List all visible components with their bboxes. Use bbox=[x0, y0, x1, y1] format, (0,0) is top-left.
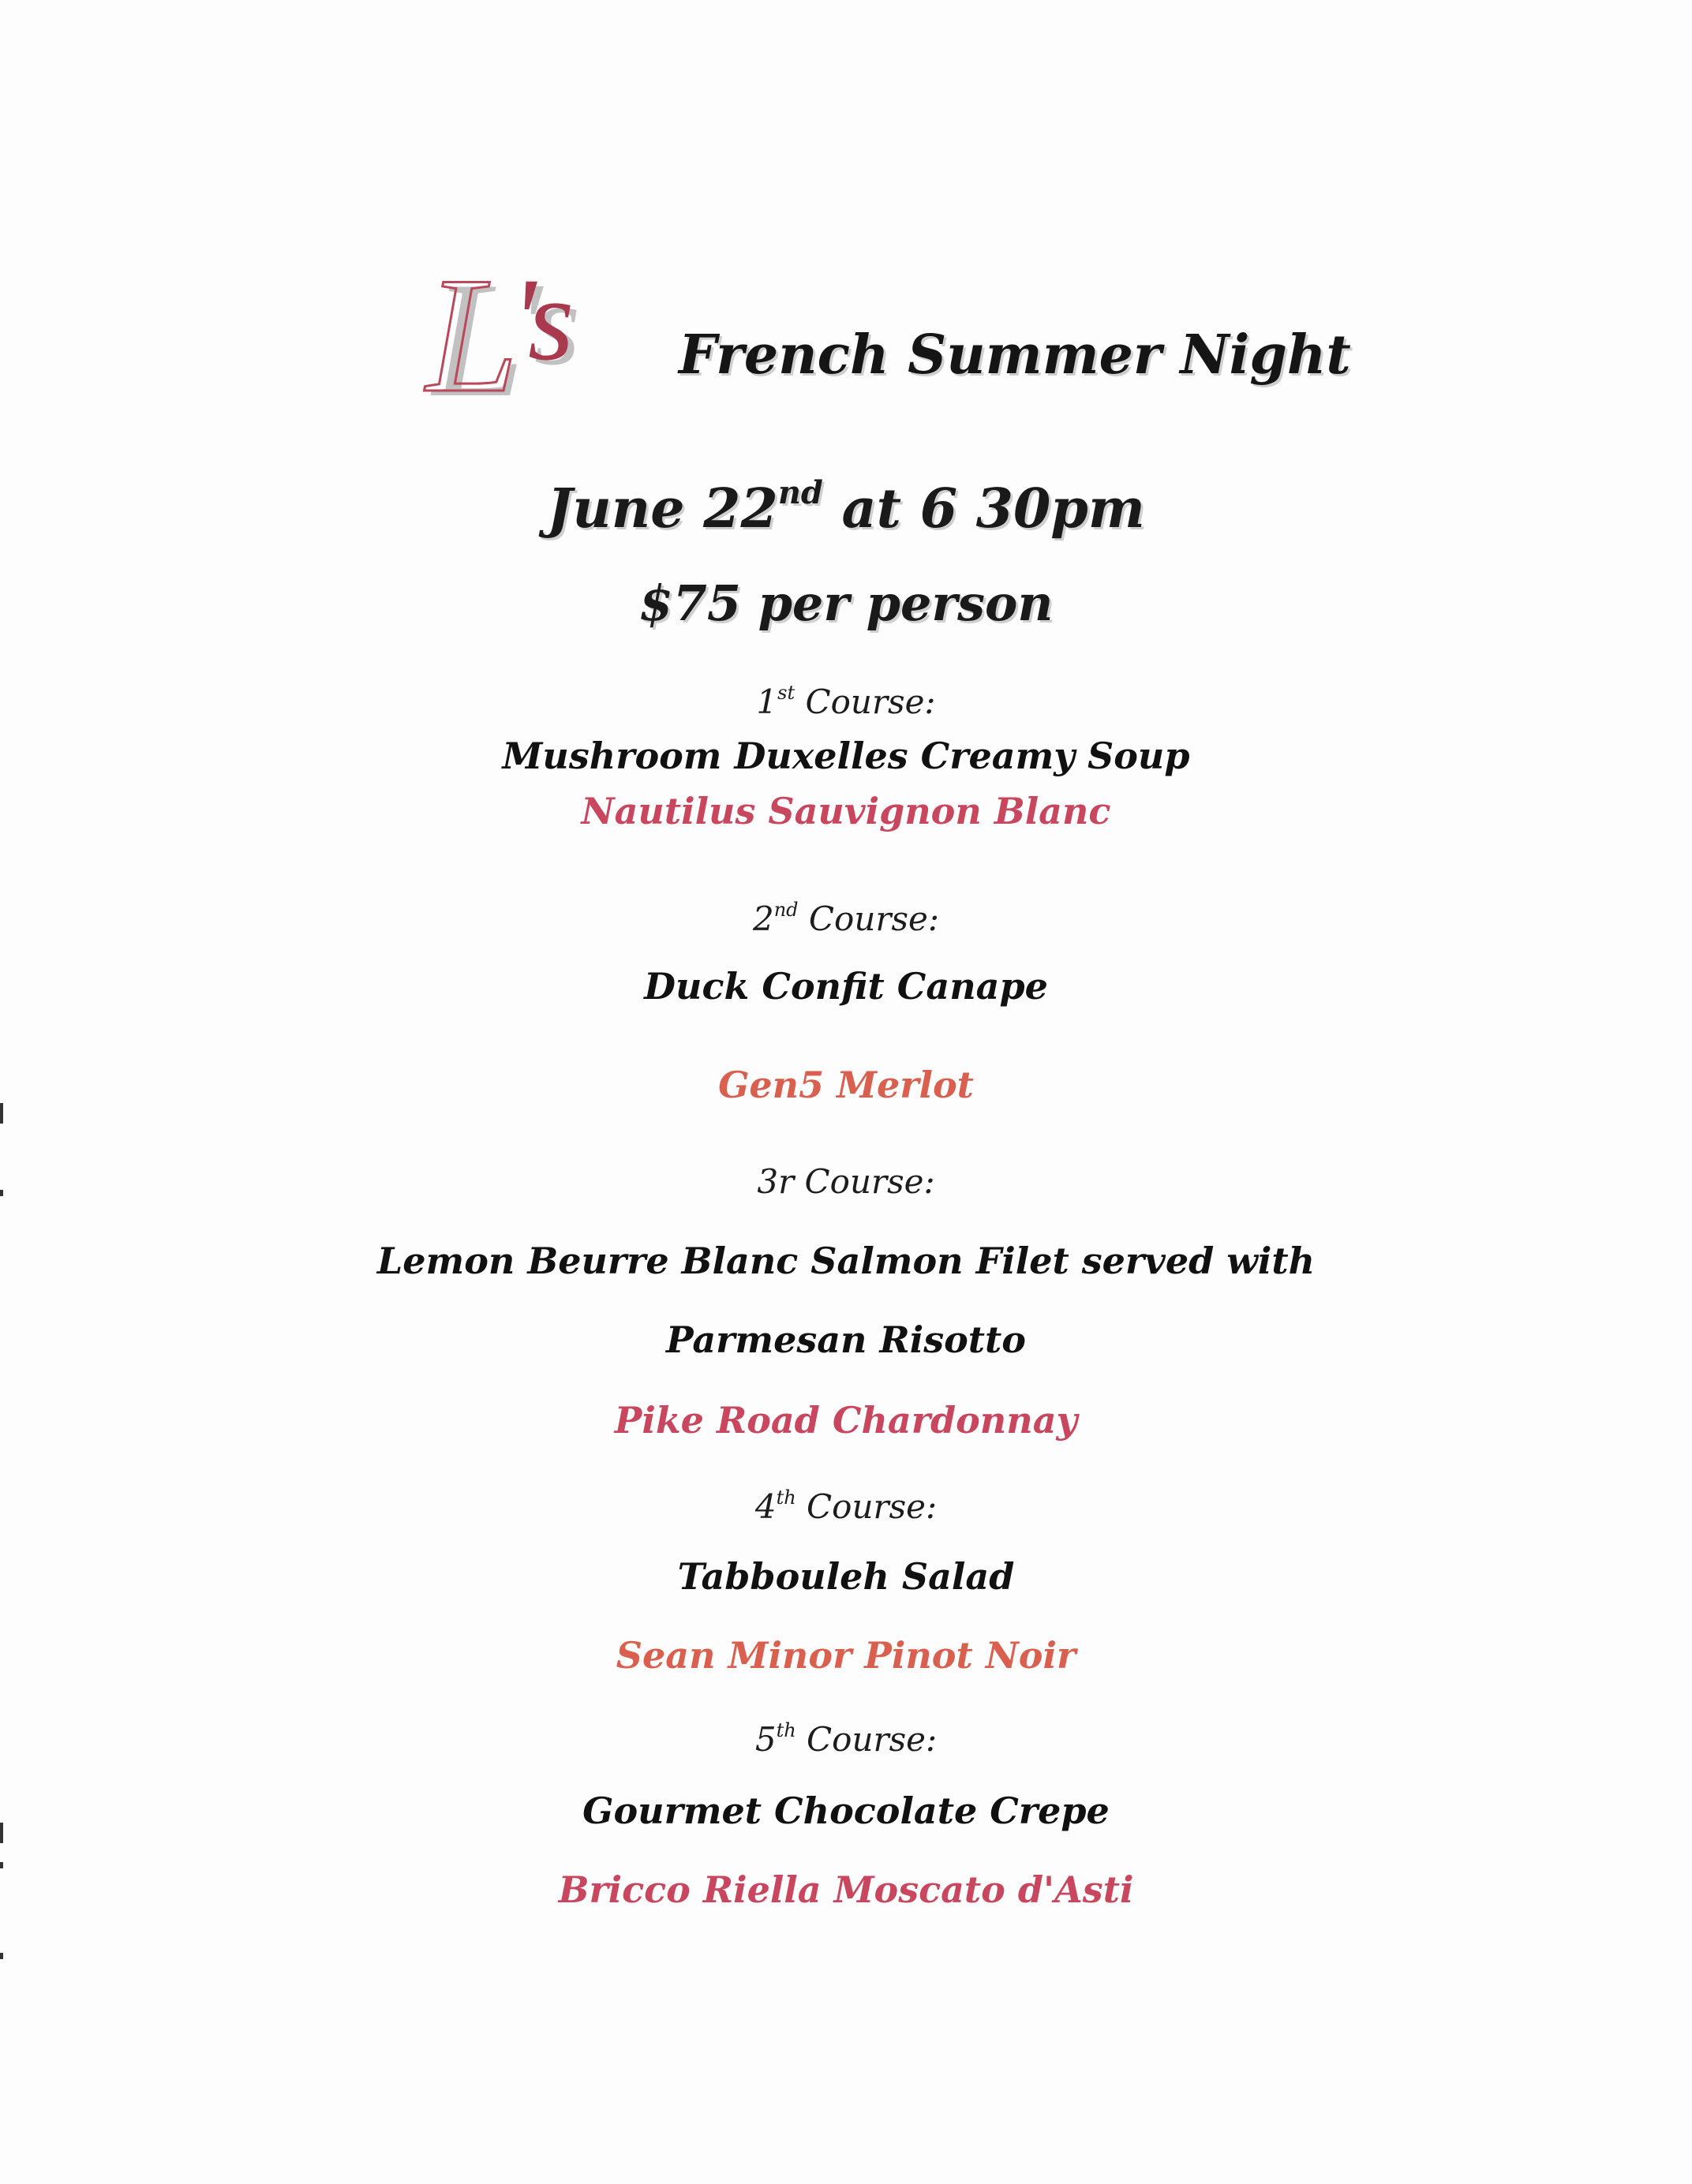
event-time: at 6 30pm bbox=[822, 477, 1145, 540]
course-number: 5 bbox=[754, 1720, 777, 1759]
course-label bbox=[0, 1475, 1692, 1529]
course-wine: Pike Road Chardonnay bbox=[614, 1399, 1078, 1442]
course-ordinal: th bbox=[776, 1487, 796, 1509]
course-wine: Bricco Riella Moscato d'Asti bbox=[558, 1868, 1134, 1911]
course-label-text: Course: bbox=[804, 1162, 935, 1201]
course-label-text: Course: bbox=[805, 682, 936, 721]
course-label bbox=[0, 1160, 1692, 1204]
restaurant-logo bbox=[426, 229, 566, 426]
course-dish: Duck Confit Canape bbox=[644, 965, 1048, 1008]
event-date-ordinal: nd bbox=[777, 474, 823, 511]
course-ordinal: nd bbox=[773, 899, 799, 921]
course-number: 1 bbox=[756, 682, 778, 721]
course-label bbox=[0, 671, 1692, 724]
course-dish: Tabbouleh Salad bbox=[677, 1555, 1015, 1598]
course-label bbox=[0, 888, 1692, 941]
course-dish: Lemon Beurre Blanc Salmon Filet served with bbox=[376, 1240, 1316, 1282]
logo-letter: L bbox=[426, 244, 511, 427]
course-dish: Mushroom Duxelles Creamy Soup bbox=[502, 735, 1190, 777]
course-wine: Gen5 Merlot bbox=[718, 1064, 974, 1106]
event-date bbox=[0, 458, 1692, 544]
event-price: $75 per person bbox=[638, 574, 1054, 632]
course-dish: Parmesan Risotto bbox=[666, 1318, 1026, 1361]
event-title: French Summer Night bbox=[679, 323, 1351, 387]
course-label-text: Course: bbox=[807, 1487, 938, 1526]
course-dish: Gourmet Chocolate Crepe bbox=[582, 1789, 1110, 1832]
course-ordinal: th bbox=[776, 1719, 796, 1741]
course-label bbox=[0, 1708, 1692, 1762]
menu-heading bbox=[426, 229, 1373, 427]
event-date-main: June 22 bbox=[547, 477, 778, 540]
course-wine: Nautilus Sauvignon Blanc bbox=[581, 790, 1111, 832]
course-label-text: Course: bbox=[808, 899, 940, 938]
course-number: 2 bbox=[752, 899, 774, 938]
logo-suffix: 's bbox=[510, 254, 567, 385]
course-ordinal: st bbox=[777, 682, 795, 704]
course-number: 3r bbox=[757, 1162, 795, 1201]
course-number: 4 bbox=[754, 1487, 777, 1526]
course-label-text: Course: bbox=[807, 1720, 938, 1759]
scan-margin-mark bbox=[0, 1953, 3, 1959]
course-wine: Sean Minor Pinot Noir bbox=[616, 1634, 1076, 1677]
